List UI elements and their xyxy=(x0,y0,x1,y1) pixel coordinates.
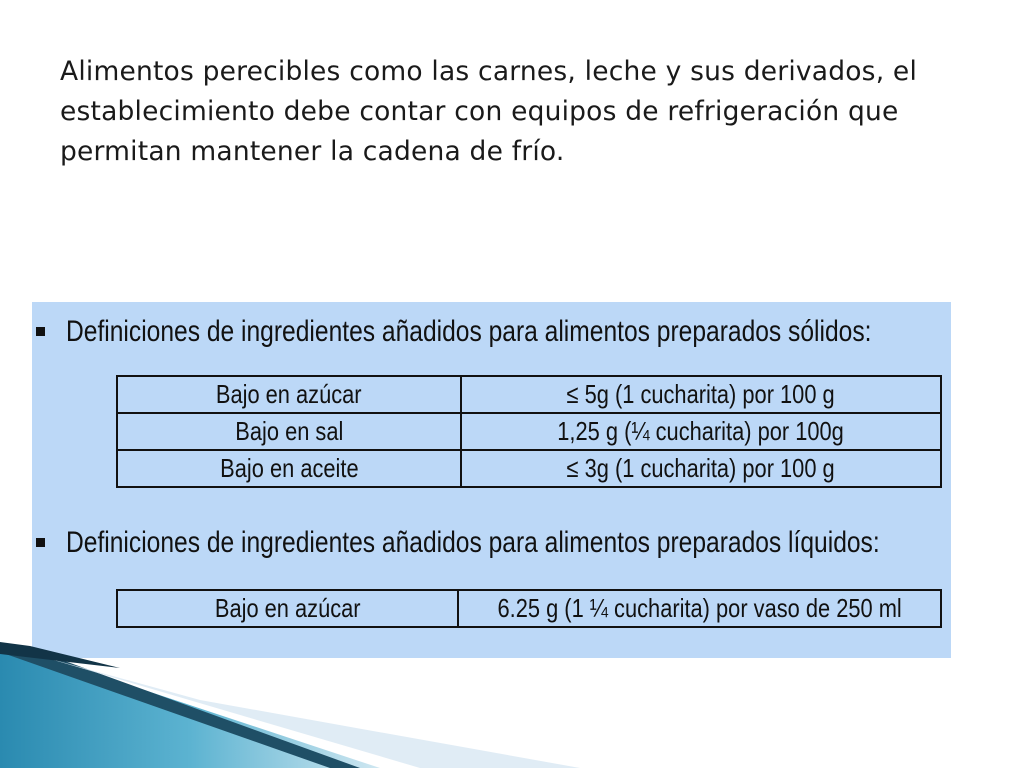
bullet-square-icon xyxy=(36,327,45,336)
table-row xyxy=(117,413,941,450)
intro-paragraph: Alimentos perecibles como las carnes, leche y sus derivados, el establecimiento debe contar con equipos de refrigeración que permitan mantener la cadena de frío. xyxy=(60,56,918,167)
bullet-square-icon xyxy=(36,538,45,547)
section-heading-solids: Definiciones de ingredientes añadidos para alimentos preparados sólidos: xyxy=(66,315,872,348)
table-row xyxy=(117,376,941,413)
table-cell-value: ≤ 3g (1 cucharita) por 100 g xyxy=(461,450,941,487)
liquids-definitions-table xyxy=(116,589,942,628)
table-cell-label: Bajo en azúcar xyxy=(117,590,458,627)
table-cell-label: Bajo en aceite xyxy=(117,450,461,487)
table-row xyxy=(117,590,941,627)
solids-definitions-table xyxy=(116,375,942,488)
table-cell-label: Bajo en sal xyxy=(117,413,461,450)
decorative-corner-swoosh xyxy=(0,640,620,768)
table-cell-value: 1,25 g (¼ cucharita) por 100g xyxy=(461,413,941,450)
table-row xyxy=(117,450,941,487)
definitions-panel xyxy=(32,302,951,658)
section-liquids-heading-row xyxy=(32,525,962,561)
table-cell-value: 6.25 g (1 ¼ cucharita) por vaso de 250 ml xyxy=(458,590,941,627)
section-heading-liquids: Definiciones de ingredientes añadidos para alimentos preparados líquidos: xyxy=(66,526,880,559)
table-cell-value: ≤ 5g (1 cucharita) por 100 g xyxy=(461,376,941,413)
section-solids-heading-row xyxy=(32,314,962,350)
table-cell-label: Bajo en azúcar xyxy=(117,376,461,413)
